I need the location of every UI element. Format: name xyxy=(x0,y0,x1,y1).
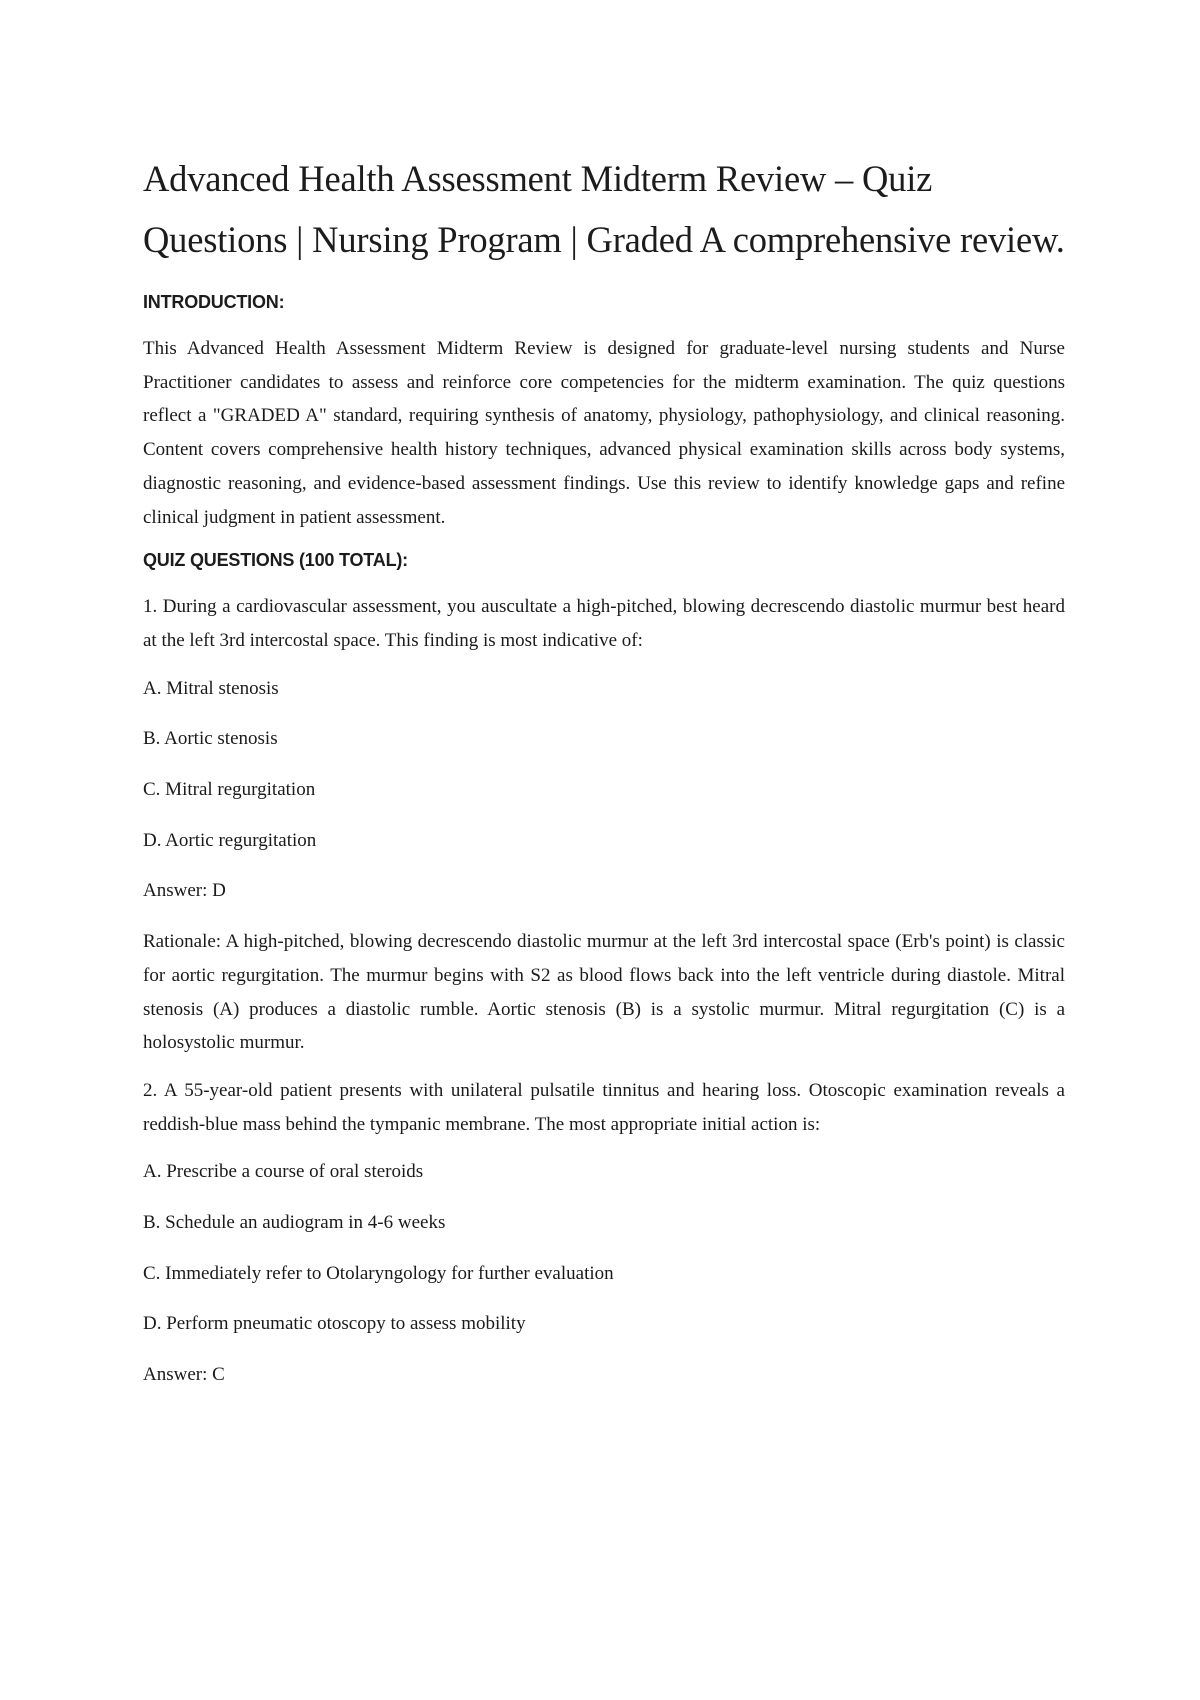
rationale-text: Rationale: A high-pitched, blowing decrescendo diastolic murmur at the left 3rd intercostal space (Erb's point) is classic for aortic regurgitation. The murmur begins with S2 as blood flows back into the left ventricle during diastole. Mitral stenosis (A) produces a diastolic rumble. Aortic stenosis (B) is a systolic murmur. Mitral regurgitation (C) is a holosystolic murmur. xyxy=(143,931,1065,1054)
document-page xyxy=(143,148,1065,1409)
document-title: Advanced Health Assessment Midterm Review – Quiz Questions | Nursing Program | Graded A comprehensive review. xyxy=(143,158,1065,260)
answer-option-d: D. Perform pneumatic otoscopy to assess mobility xyxy=(143,1313,526,1335)
question-text: 1. During a cardiovascular assessment, you auscultate a high-pitched, blowing decrescendo diastolic murmur best heard at the left 3rd intercostal space. This finding is most indicative of: xyxy=(143,596,1065,651)
answer-option-b: B. Schedule an audiogram in 4-6 weeks xyxy=(143,1212,446,1234)
answer-option-c: C. Mitral regurgitation xyxy=(143,779,316,801)
introduction-heading: INTRODUCTION: xyxy=(143,292,285,312)
question-text: 2. A 55-year-old patient presents with unilateral pulsatile tinnitus and hearing loss. Otoscopic examination reveals a reddish-blue mass behind the tympanic membrane. The most appropriate initial action is: xyxy=(143,1079,1065,1135)
quiz-heading: QUIZ QUESTIONS (100 TOTAL): xyxy=(143,550,408,571)
question-2 xyxy=(143,1074,1065,1392)
answer-option-c: C. Immediately refer to Otolaryngology for further evaluation xyxy=(143,1262,614,1284)
introduction-text: This Advanced Health Assessment Midterm Review is designed for graduate-level nursing students and Nurse Practitioner candidates to assess and reinforce core competencies for the midterm examination. The quiz questions reflect a "GRADED A" standard, requiring synthesis of anatomy, physiology, pathophysiology, and clinical reasoning. Content covers comprehensive health history techniques, advanced physical examination skills across body systems, diagnostic reasoning, and evidence-based assessment findings. Use this review to identify knowledge gaps and refine clinical judgment in patient assessment. xyxy=(143,338,1065,528)
answer-option-b: B. Aortic stenosis xyxy=(143,728,278,750)
answer-option-d: D. Aortic regurgitation xyxy=(143,829,317,851)
answer-option-a: A. Mitral stenosis xyxy=(143,677,279,699)
question-1 xyxy=(143,590,1065,1060)
answer-option-a: A. Prescribe a course of oral steroids xyxy=(143,1161,424,1183)
answer-key: Answer: C xyxy=(143,1364,225,1386)
answer-key: Answer: D xyxy=(143,880,226,902)
